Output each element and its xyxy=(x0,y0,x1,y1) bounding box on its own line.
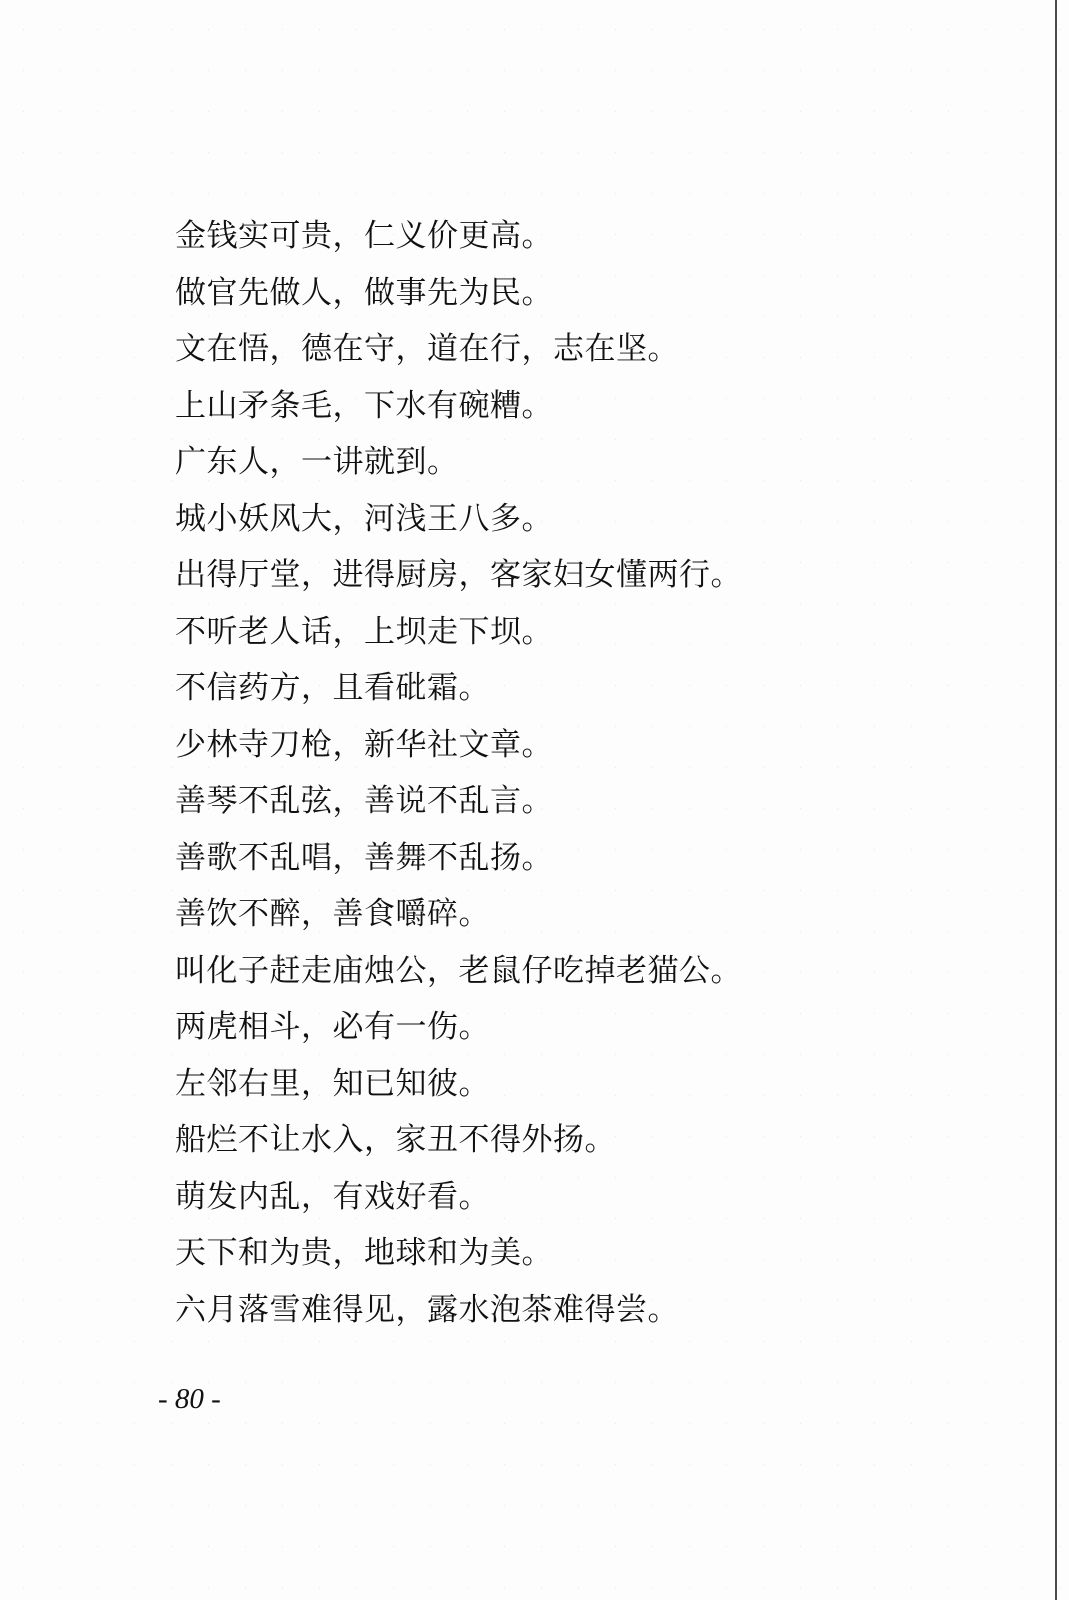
proverb-line: 金钱实可贵，仁义价更高。 xyxy=(175,218,553,254)
proverb-list xyxy=(175,208,935,1338)
proverb-line: 出得厅堂，进得厨房，客家妇女懂两行。 xyxy=(175,557,742,593)
proverb-line: 叫化子赶走庙烛公，老鼠仔吃掉老猫公。 xyxy=(175,952,742,989)
proverb-line: 萌发内乱，有戏好看。 xyxy=(175,1178,490,1215)
proverb-line: 善琴不乱弦，善说不乱言。 xyxy=(175,783,553,819)
proverb-line: 左邻右里，知已知彼。 xyxy=(175,1065,490,1102)
proverb-line: 少林寺刀枪，新华社文章。 xyxy=(175,726,553,763)
proverb-line: 善饮不醉，善食嚼碎。 xyxy=(175,896,490,932)
page-number: - 80 - xyxy=(158,1383,221,1415)
page-edge-line xyxy=(1055,0,1057,1600)
proverb-line: 船烂不让水入，家丑不得外扬。 xyxy=(175,1122,616,1158)
proverb-line: 两虎相斗，必有一伤。 xyxy=(175,1009,490,1045)
proverb-line: 天下和为贵，地球和为美。 xyxy=(175,1235,553,1271)
proverb-line: 不听老人话，上坝走下坝。 xyxy=(175,613,553,650)
proverb-line: 六月落雪难得见，露水泡茶难得尝。 xyxy=(175,1291,679,1328)
proverb-line: 上山矛条毛，下水有碗糟。 xyxy=(175,387,553,424)
proverb-line: 广东人，一讲就到。 xyxy=(175,444,459,480)
proverb-line: 善歌不乱唱，善舞不乱扬。 xyxy=(175,839,553,876)
proverb-line: 文在悟，德在守，道在行，志在坚。 xyxy=(175,331,679,367)
proverb-line: 不信药方，且看砒霜。 xyxy=(175,670,490,706)
proverb-line: 做官先做人，做事先为民。 xyxy=(175,274,553,311)
proverb-line: 城小妖风大，河浅王八多。 xyxy=(175,500,553,537)
